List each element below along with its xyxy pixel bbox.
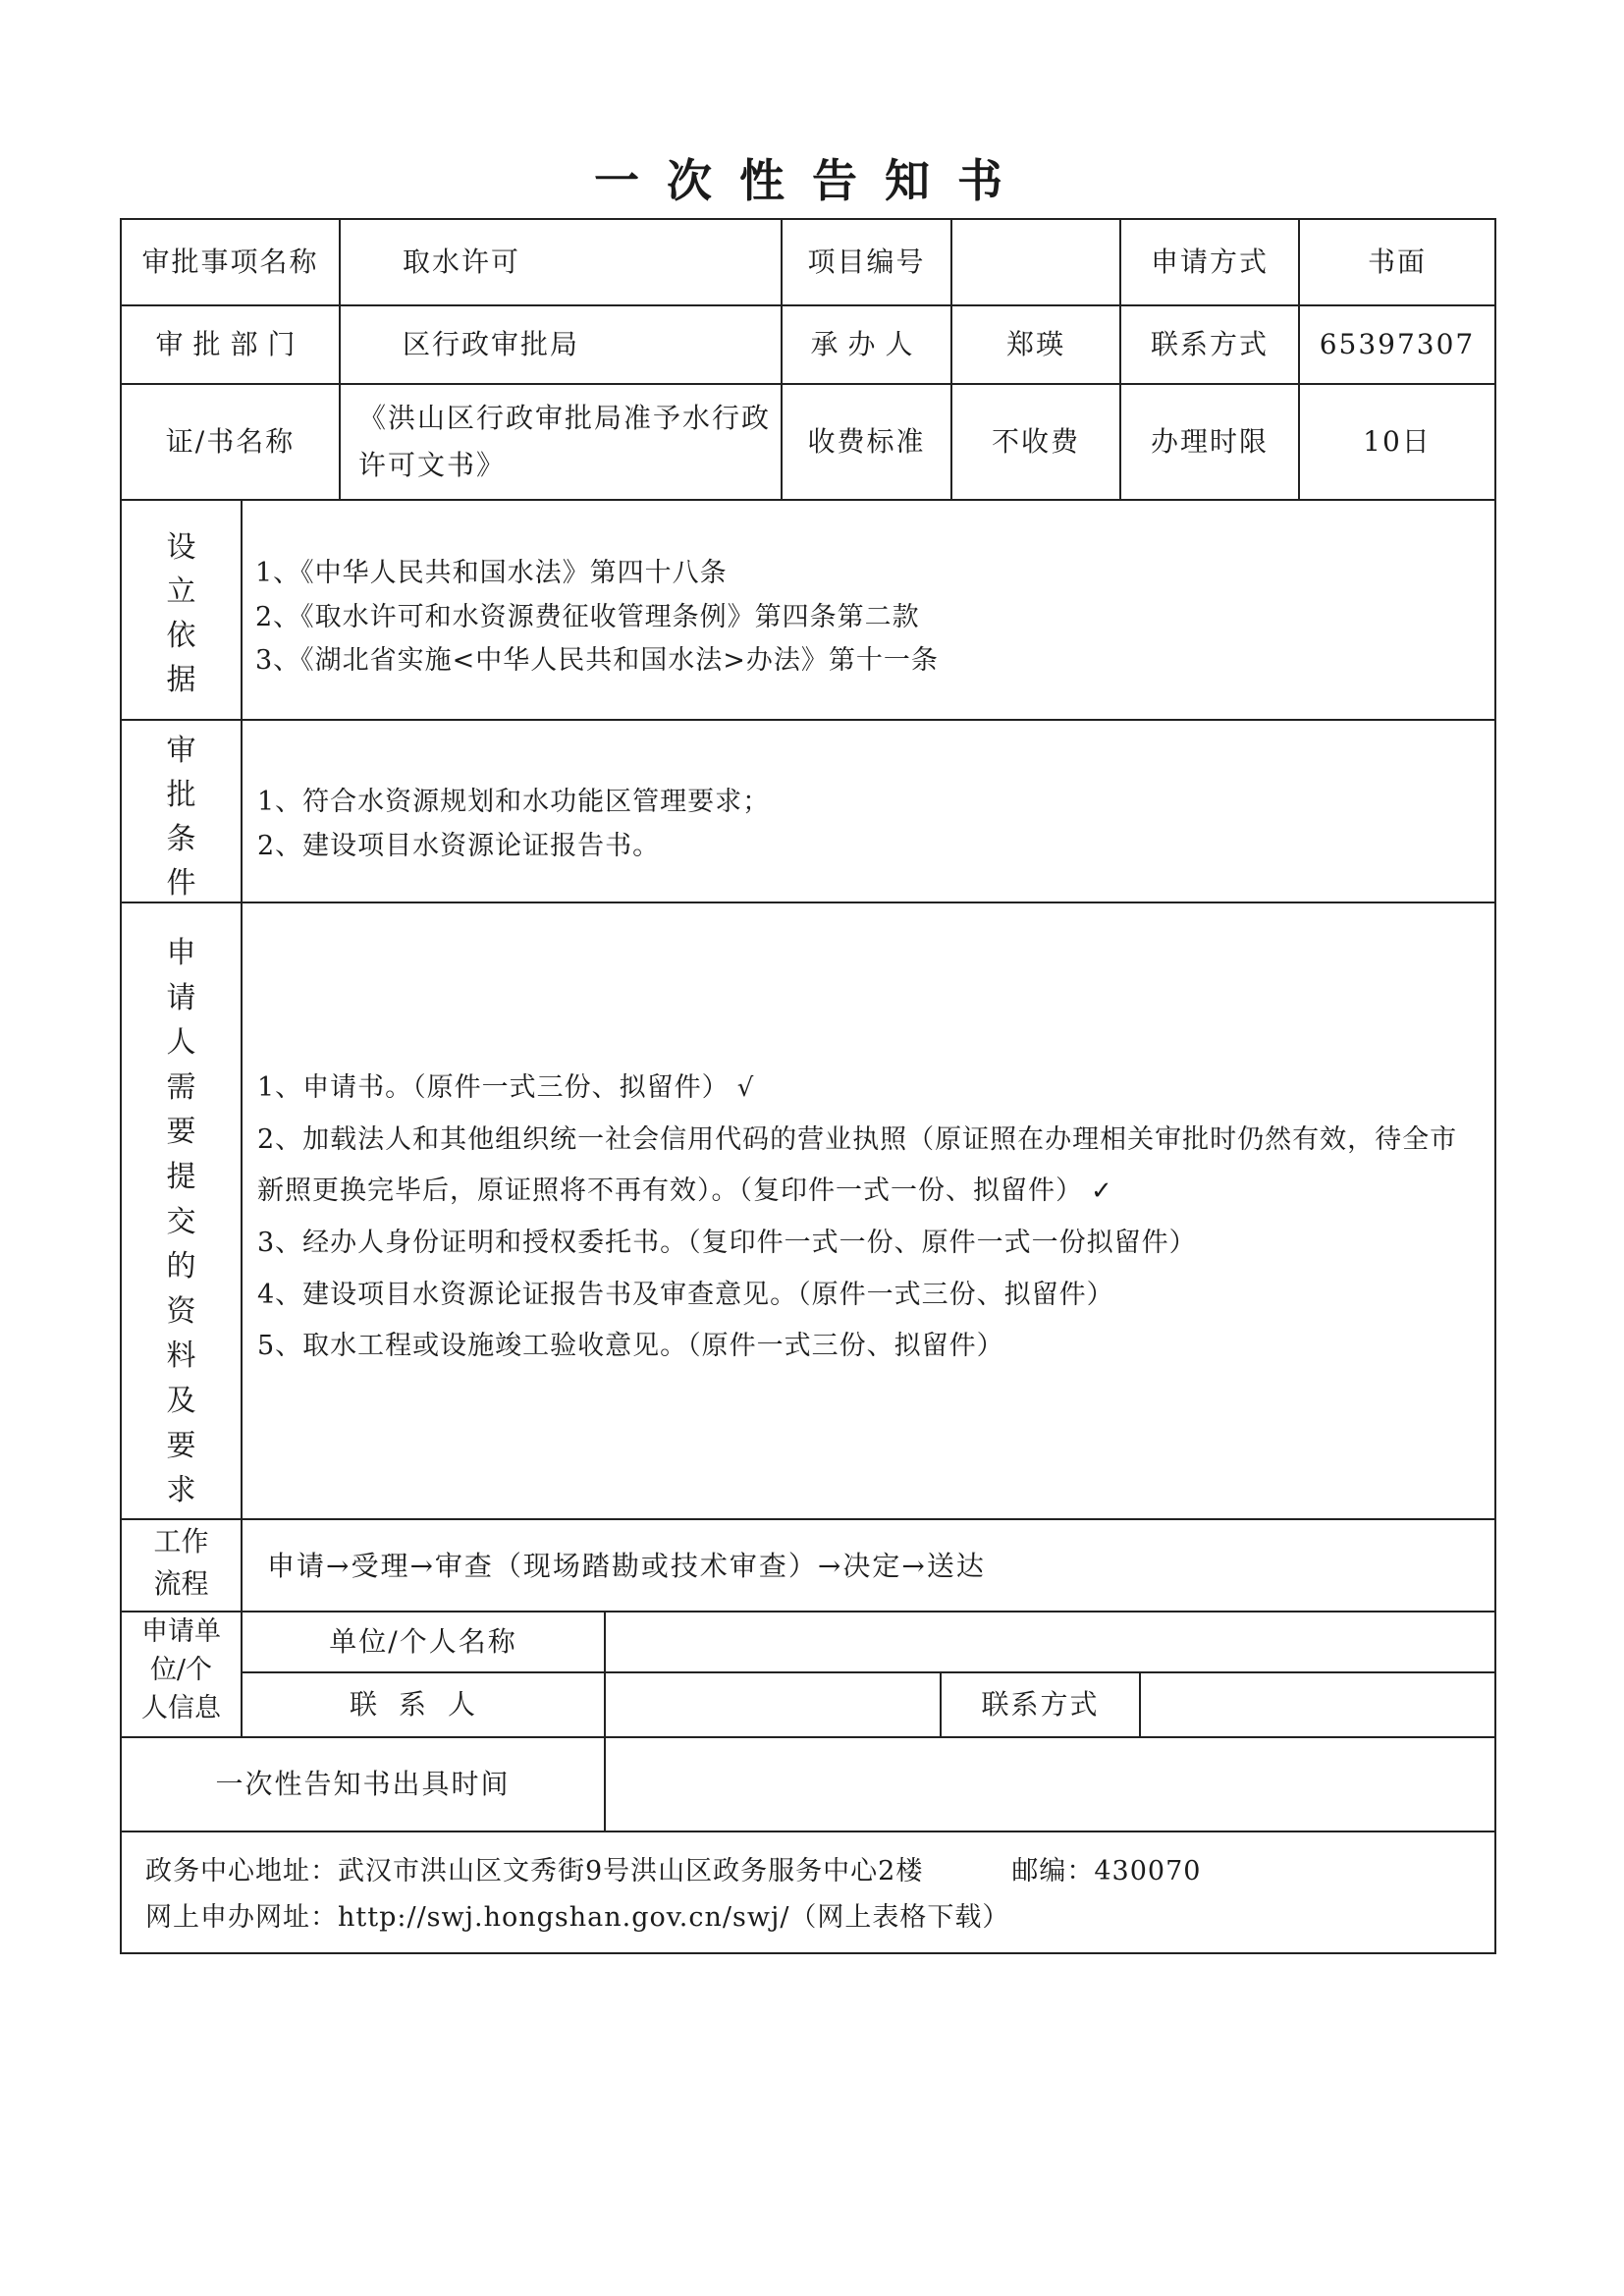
label-applicant-name: 单位/个人名称 [329, 1624, 517, 1658]
basis-item: 3、《湖北省实施<中华人民共和国水法>办法》第十一条 [255, 645, 939, 677]
materials-label: 申 请 人 需 要 提 交 的 资 料 及 要 求 [166, 936, 196, 1508]
contact-phone-field[interactable] [1144, 1673, 1492, 1736]
label-project-no: 项目编号 [807, 245, 926, 278]
basis-item: 2、《取水许可和水资源费征收管理条例》第四条第二款 [255, 601, 920, 632]
material-item: 4、建设项目水资源论证报告书及审查意见。（原件一式三份、拟留件） [257, 1279, 1114, 1310]
label-contact-person: 联系人 [349, 1687, 497, 1721]
workflow-label: 工作 流程 [153, 1525, 209, 1601]
materials-list [257, 1063, 1485, 1373]
applicant-name-field[interactable] [609, 1613, 1492, 1671]
value-certificate-name: 《洪山区行政审批局准予水行政许可文书》 [358, 402, 772, 481]
applicant-label: 申请单 位/个 人信息 [141, 1616, 221, 1724]
footer-address-line [145, 1848, 1490, 1894]
conditions-list [257, 781, 770, 868]
label-apply-method: 申请方式 [1150, 245, 1269, 278]
footer-website: 网上申办网址：http://swj.hongshan.gov.cn/swj/（网上表格下载） [145, 1902, 1010, 1934]
label-contact-method: 联系方式 [1150, 327, 1269, 360]
value-item-name: 取水许可 [403, 245, 521, 278]
material-item: 2、加载法人和其他组织统一社会信用代码的营业执照（原证照在办理相关审批时仍然有效，待全市新照更换完毕后，原证照将不再有效）。（复印件一式一份、拟留件） ✓ [257, 1123, 1458, 1207]
value-apply-method: 书面 [1367, 245, 1427, 278]
material-item: 3、经办人身份证明和授权委托书。（复印件一式一份、原件一式一份拟留件） [257, 1227, 1197, 1258]
material-item: 5、取水工程或设施竣工验收意见。（原件一式三份、拟留件） [257, 1331, 1004, 1362]
check-mark-icon: √ [736, 1073, 755, 1103]
material-item: 1、申请书。（原件一式三份、拟留件） √ [257, 1072, 755, 1103]
footer [145, 1848, 1490, 1941]
label-issue-time: 一次性告知书出具时间 [215, 1767, 511, 1800]
condition-item: 1、符合水资源规划和水功能区管理要求； [257, 787, 771, 817]
value-project-no [952, 220, 1119, 304]
label-contact-phone: 联系方式 [981, 1687, 1100, 1721]
issue-time-field[interactable] [609, 1738, 1492, 1831]
footer-address: 政务中心地址：武汉市洪山区文秀街9号洪山区政务服务中心2楼 [145, 1856, 924, 1886]
conditions-label: 审 批 条 件 [166, 734, 196, 901]
check-mark-icon: ✓ [1091, 1176, 1113, 1207]
basis-list [255, 552, 939, 683]
basis-label: 设 立 依 据 [166, 530, 196, 697]
value-contact-number: 65397307 [1319, 327, 1476, 360]
footer-postcode: 邮编：430070 [1011, 1856, 1202, 1886]
condition-item: 2、建设项目水资源论证报告书。 [257, 830, 661, 861]
workflow-content: 申请→受理→审查（现场踏勘或技术审查）→决定→送达 [267, 1549, 986, 1582]
page-title: 一次性告知书 [594, 154, 1030, 207]
label-fee: 收费标准 [807, 424, 926, 458]
label-certificate-name: 证/书名称 [165, 424, 296, 458]
label-item-name: 审批事项名称 [141, 245, 319, 278]
value-time-limit: 10日 [1363, 424, 1432, 458]
label-time-limit: 办理时限 [1150, 424, 1269, 458]
value-fee: 不收费 [991, 424, 1080, 458]
label-department: 审批部门 [155, 327, 305, 360]
label-handler: 承办人 [810, 327, 923, 360]
value-department: 区行政审批局 [403, 327, 580, 360]
value-handler: 郑瑛 [1005, 327, 1065, 360]
basis-item: 1、《中华人民共和国水法》第四十八条 [255, 558, 728, 588]
contact-person-field[interactable] [609, 1673, 938, 1736]
